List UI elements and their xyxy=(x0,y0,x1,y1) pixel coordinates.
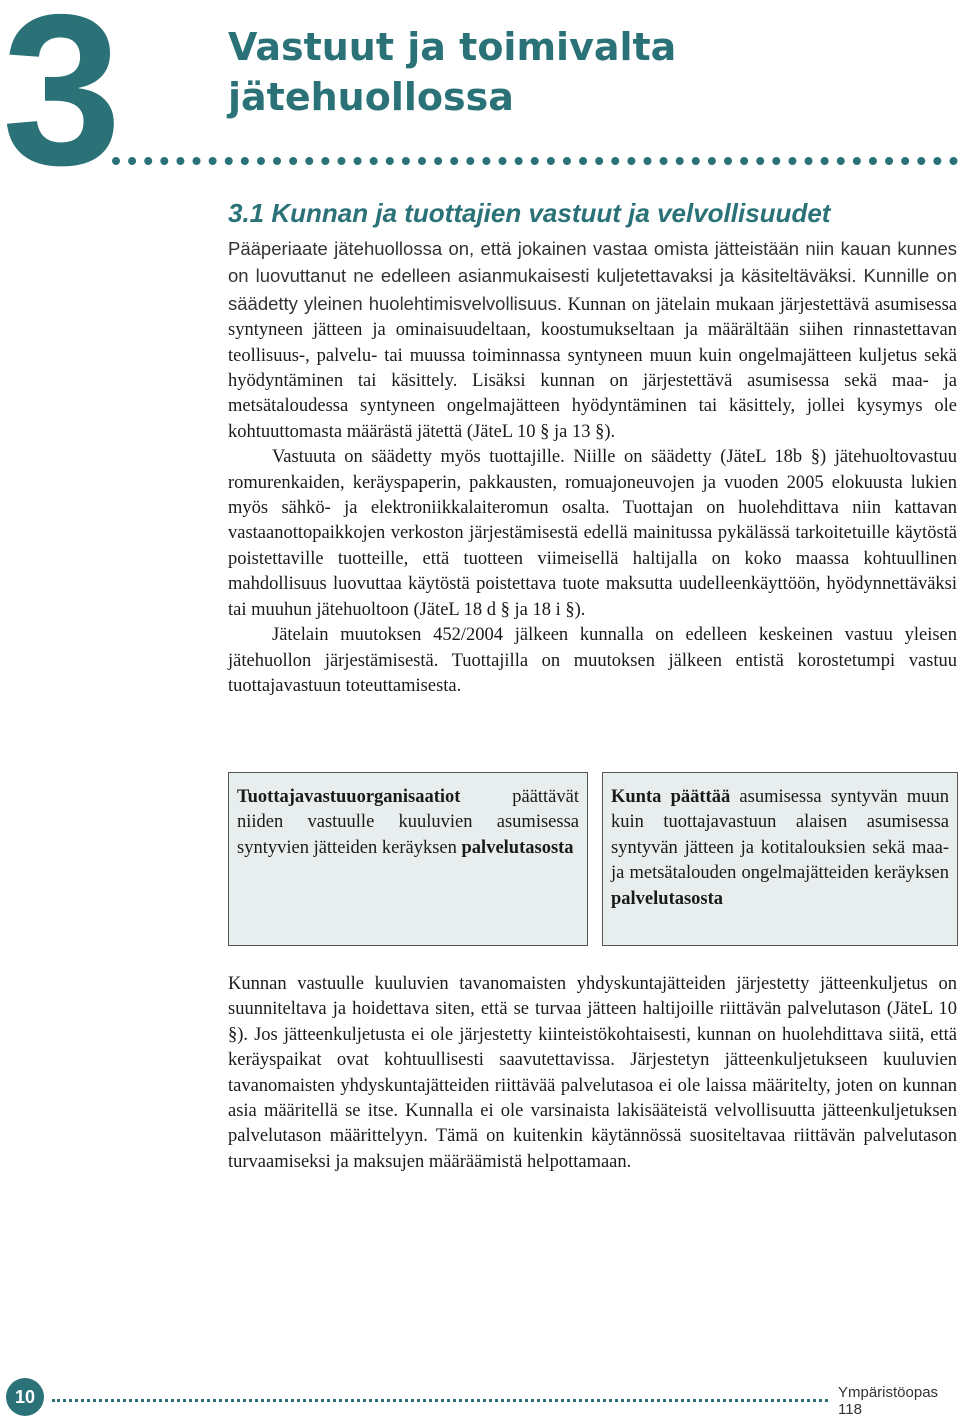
intro-lead: Pääperiaate jätehuollossa on, että jokainen vastaa omista jätteistään niin kauan kunnes on luovuttanut ne edelleen asianmukaisesti kuljetettavaksi ja käsiteltäväksi. Kunnille on säädetty yleinen huolehtimisvelvollisuus. xyxy=(228,238,957,314)
intro-text xyxy=(228,236,957,699)
closing-paragraph: Kunnan vastuulle kuuluvien tavanomaisten yhdyskuntajätteiden järjestetty jätteenkuljetus on suunniteltava ja hoidettava siten, että se turvaa jätteen haltijoille riittävän palvelutason (JäteL 10 §). Jos jätteenkuljetusta ei ole järjestetty kiinteistökohtaisesti, kunnan on huolehdittava siitä, että keräyspaikat ovat kohtuullisesti saavutettavissa. Järjestetyn jätteenkuljetukseen kuuluvien tavanomaisten yhdyskuntajätteiden riittävää palvelutasoa ei ole laissa määritelty, joten on kunnan asia määritellä se itse. Kunnalla ei ole varsinaista lakisääteistä velvollisuutta jätteenkuljetuksen palvelutason määrittelyyn. Tämä on kuitenkin käytännössä suositeltavaa riittävän palvelutason turvaamiseksi ja maksujen määräämistä helpottamaan. xyxy=(228,974,957,1172)
intro-paragraph-2: Vastuuta on säädetty myös tuottajille. Niille on säädetty (JäteL 18b §) jätehuoltovastuu romurenkaiden, keräyspaperin, pakkausten, romuajoneuvojen ja vuoden 2005 elokuusta lukien myös sähkö- ja elektroniikkalaiteromun osalta. Tuottajan on huolehdittava niin kattavan vastaanottopaikkojen verkoston järjestämisestä edellä mainitussa pykälässä tarkoitetuille käytöstä poistettaville tuotteille, että tuotteen viimeisellä haltijalla on koko maassa kohtuullinen mahdollisuus luovuttaa käytöstä poistettava tuote maksutta uudelleenkäyttöön, hyödynnettäväksi tai muuhun jätehuoltoon (JäteL 18 d § ja 18 i §). xyxy=(228,447,957,620)
chapter-title: Vastuut ja toimivalta jätehuollossa xyxy=(228,25,677,119)
box-right-bold-end: palvelutasosta xyxy=(611,888,724,909)
page-number-badge: 10 xyxy=(6,1378,44,1416)
section-heading: 3.1 Kunnan ja tuottajien vastuut ja velvollisuudet xyxy=(228,198,831,228)
chapter-number: 3 xyxy=(2,0,118,210)
intro-paragraph-3: Jätelain muutoksen 452/2004 jälkeen kunnalla on edelleen keskeinen vastuu yleisen jätehuollon järjestämisestä. Tuottajilla on muutoksen jälkeen entistä korostetumpi vastuu tuottajavastuun toteuttamisesta. xyxy=(228,625,957,696)
box-left-text: päättävät niiden vastuulle kuuluvien asumisessa syntyvien jätteiden keräyksen xyxy=(237,787,579,858)
intro-paragraph-1 xyxy=(228,236,957,445)
box-left-bold-start: Tuottajavastuuorganisaatiot xyxy=(237,787,461,807)
producer-responsibility-box xyxy=(228,772,588,946)
intro-body: Kunnan on jätelain mukaan järjestettävä asumisessa syntyneen jätteen ja ominaisuudeltaan, koostumukseltaan ja määrältään siihen rinnastettavan teollisuus-, palvelu- tai muussa toiminnassa syntyneen muun kuin ongelmajätteen kuljetus sekä hyödyntäminen tai käsittely. Lisäksi kunnan on järjestettävä asumisessa sekä maa- ja metsätaloudessa syntyneen ongelmajätteen hyödyntäminen tai käsittely, jollei kysymys ole kohtuuttomasta määrästä jätettä (JäteL 10 § ja 13 §). xyxy=(228,294,957,442)
box-right-bold-start: Kunta päättää xyxy=(611,787,731,807)
municipality-responsibility-box xyxy=(602,772,958,946)
box-left-bold-end: palvelutasosta xyxy=(461,837,574,858)
dotted-divider-top xyxy=(112,157,958,165)
dotted-divider-footer xyxy=(52,1399,828,1402)
box-right-text: asumisessa syntyvän muun kuin tuottajavastuun alaisen asumisessa syntyvän jätteen ja kotitalouksien sekä maa- ja metsätalouden ongelmajätteiden keräyksen xyxy=(611,787,949,884)
publication-name: Ympäristöopas 118 xyxy=(838,1384,939,1418)
